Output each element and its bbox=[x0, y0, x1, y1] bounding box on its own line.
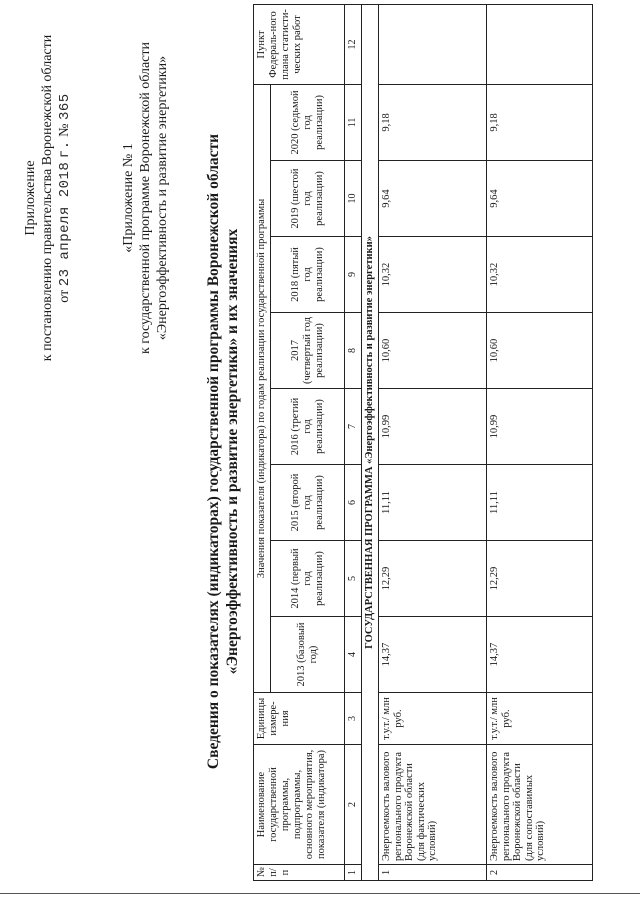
resolution-reference: к постановлению правительства Воронежской области bbox=[40, 34, 55, 362]
row-value: 11,11 bbox=[487, 465, 593, 541]
column-number: 9 bbox=[345, 237, 362, 313]
column-number: 5 bbox=[345, 541, 362, 617]
resolution-date-number bbox=[56, 8, 74, 388]
column-number: 6 bbox=[345, 465, 362, 541]
header-year: 2018 (пятый год реализации) bbox=[271, 237, 345, 313]
row-plan-item bbox=[379, 4, 487, 84]
column-number: 12 bbox=[345, 4, 362, 84]
appendix-program-ref: к государственной программе Воронежской области bbox=[138, 41, 153, 355]
row-num: 1 bbox=[379, 865, 487, 881]
row-value: 12,29 bbox=[379, 541, 487, 617]
header-unit: Единицы измере-ния bbox=[254, 693, 345, 745]
column-number: 10 bbox=[345, 161, 362, 237]
row-indicator-name: Энергоемкость валового регионального продукта Воронежской области (для фактических условий) bbox=[379, 745, 487, 865]
appendix-number: «Приложение № 1 bbox=[121, 143, 136, 253]
indicators-table bbox=[253, 4, 593, 881]
row-indicator-name: Энергоемкость валового регионального продукта Воронежской области (для сопоставимых условий) bbox=[487, 745, 593, 865]
handwritten-date: 23 апреля 2018 bbox=[57, 161, 73, 287]
column-numbers-row bbox=[345, 4, 362, 880]
row-value: 10,60 bbox=[379, 313, 487, 389]
column-number: 2 bbox=[345, 745, 362, 865]
row-value: 9,64 bbox=[487, 161, 593, 237]
header-year: 2013 (базовый год) bbox=[271, 617, 345, 693]
row-unit: т.у.т./ млн руб. bbox=[379, 693, 487, 745]
header-year: 2019 (шестой год реализации) bbox=[271, 161, 345, 237]
header-name: Наименование государственной программы, подпрограммы, основного мероприятия, показателя (индикатора) bbox=[254, 745, 345, 865]
table-row bbox=[487, 4, 593, 880]
column-number: 3 bbox=[345, 693, 362, 745]
date-prefix: от bbox=[57, 289, 72, 303]
column-number: 11 bbox=[345, 84, 362, 160]
header-plan-item: Пункт Федераль-ного плана статисти-ческих работ bbox=[254, 4, 345, 84]
row-value: 10,99 bbox=[487, 389, 593, 465]
header-year: 2017 (четвертый год реализации) bbox=[271, 313, 345, 389]
header-year: 2015 (второй год реализации) bbox=[271, 465, 345, 541]
row-value: 12,29 bbox=[487, 541, 593, 617]
row-value: 10,32 bbox=[379, 237, 487, 313]
row-value: 10,32 bbox=[487, 237, 593, 313]
header-year: 2016 (третий год реализации) bbox=[271, 389, 345, 465]
date-year-suffix: г. bbox=[57, 140, 73, 159]
row-value: 14,37 bbox=[487, 617, 593, 693]
row-value: 14,37 bbox=[379, 617, 487, 693]
row-plan-item bbox=[487, 4, 593, 84]
column-number: 4 bbox=[345, 617, 362, 693]
header-year: 2014 (первый год реализации) bbox=[271, 541, 345, 617]
row-value: 9,18 bbox=[487, 84, 593, 160]
appendix-program-name: «Энергоэффективность и развитие энергетики» bbox=[155, 55, 170, 341]
scan-edge-line bbox=[0, 893, 640, 894]
table-row bbox=[379, 4, 487, 880]
row-value: 9,64 bbox=[379, 161, 487, 237]
number-sign: № bbox=[57, 123, 72, 137]
title-line-1: Сведения о показателях (индикаторах) государственной программы Воронежской области bbox=[205, 133, 222, 770]
appendix-block bbox=[120, 8, 171, 388]
program-title: ГОСУДАРСТВЕННАЯ ПРОГРАММА «Энергоэффективность и развитие энергетики» bbox=[362, 4, 379, 880]
row-value: 10,60 bbox=[487, 313, 593, 389]
row-value: 11,11 bbox=[379, 465, 487, 541]
program-row bbox=[362, 4, 379, 880]
resolution-header bbox=[22, 8, 74, 388]
row-value: 10,99 bbox=[379, 389, 487, 465]
column-number: 7 bbox=[345, 389, 362, 465]
column-number: 1 bbox=[345, 865, 362, 881]
header-values-group: Значения показателя (индикатора) по годам реализации государственной программы bbox=[254, 84, 271, 692]
row-unit: т.у.т./ млн руб. bbox=[487, 693, 593, 745]
header-year: 2020 (седьмой год реализации) bbox=[271, 84, 345, 160]
row-num: 2 bbox=[487, 865, 593, 881]
row-value: 9,18 bbox=[379, 84, 487, 160]
handwritten-number: 365 bbox=[57, 93, 73, 120]
document-title bbox=[204, 0, 242, 903]
appendix-label: Приложение bbox=[23, 160, 38, 236]
title-line-2: «Энергоэффективность и развитие энергетики» и их значениях bbox=[224, 228, 241, 675]
header-row-1 bbox=[254, 4, 271, 880]
header-num: № п/п bbox=[254, 865, 345, 881]
column-number: 8 bbox=[345, 313, 362, 389]
